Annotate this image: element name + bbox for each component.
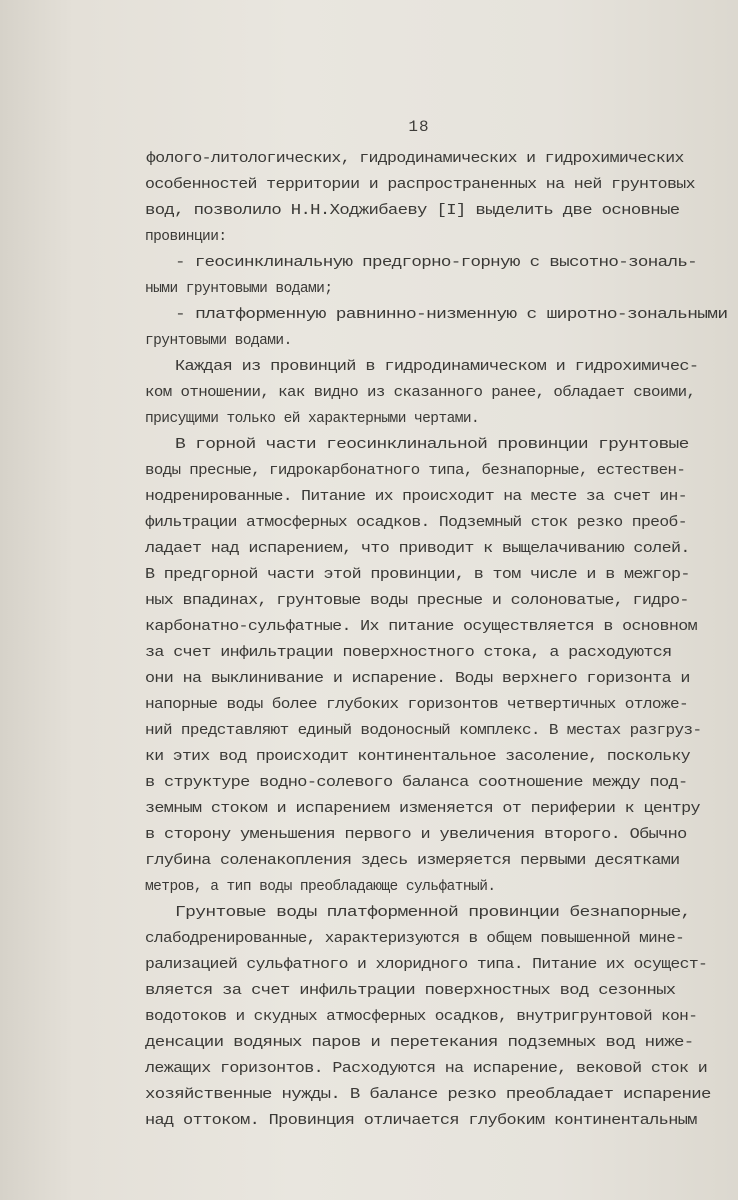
text-line: Грунтовые воды платформенной провинции безнапорные, <box>175 905 691 921</box>
text-line: вод, позволило Н.Н.Ходжибаеву [I] выделить две основные <box>145 203 680 219</box>
text-line: напорные воды более глубоких горизонтов четвертичных отложе- <box>145 697 689 713</box>
text-line: денсации водяных паров и перетекания подземных вод ниже- <box>145 1035 694 1051</box>
text-line: воды пресные, гидрокарбонатного типа, безнапорные, естествен- <box>145 463 686 479</box>
text-line: - геосинклинальную предгорно-горную с высотно-зональ- <box>175 255 698 271</box>
text-line: в структуре водно-солевого баланса соотношение между под- <box>145 775 688 791</box>
text-line: грунтовыми водами. <box>145 333 292 349</box>
text-line: провинции: <box>145 229 227 245</box>
page-number: 18 <box>408 118 430 136</box>
text-line: ком отношении, как видно из сказанного ранее, обладает своими, <box>145 385 696 401</box>
text-line: нодренированные. Питание их происходит на месте за счет ин- <box>145 489 687 505</box>
text-line: ладает над испарением, что приводит к выщелачиванию солей. <box>145 541 690 557</box>
text-line: ных впадинах, грунтовые воды пресные и солоноватые, гидро- <box>145 593 689 609</box>
text-line: ний представляют единый водоносный комплекс. В местах разгруз- <box>145 723 702 739</box>
text-line: рализацией сульфатного и хлоридного типа. Питание их осущест- <box>145 957 708 973</box>
text-line: глубина соленакопления здесь измеряется первыми десятками <box>145 853 680 869</box>
text-line: фолого-литологических, гидродинамических и гидрохимических <box>146 151 684 167</box>
text-line: ки этих вод происходит континентальное засоление, поскольку <box>145 749 690 765</box>
text-line: земным стоком и испарением изменяется от периферии к центру <box>145 801 700 817</box>
text-line: присущими только ей характерными чертами. <box>145 411 480 427</box>
text-line: карбонатно-сульфатные. Их питание осуществляется в основном <box>145 619 697 635</box>
text-line: вляется за счет инфильтрации поверхностных вод сезонных <box>145 983 676 999</box>
text-line: лежащих горизонтов. Расходуются на испарение, вековой сток и <box>145 1061 708 1077</box>
text-line: в сторону уменьшения первого и увеличения второго. Обычно <box>145 827 687 843</box>
text-line: фильтрации атмосферных осадков. Подземный сток резко преоб- <box>145 515 687 531</box>
text-line: над оттоком. Провинция отличается глубоким континентальным <box>145 1113 697 1129</box>
text-line: они на выклинивание и испарение. Воды верхнего горизонта и <box>145 671 690 687</box>
text-line: - платформенную равнинно-низменную с широтно-зональными <box>175 307 728 323</box>
text-line: В горной части геосинклинальной провинции грунтовые <box>175 437 689 453</box>
text-line: хозяйственные нужды. В балансе резко преобладает испарение <box>145 1087 711 1103</box>
text-line: слабодренированные, характеризуются в общем повышенной мине- <box>145 931 685 947</box>
text-line: особенностей территории и распространенных на ней грунтовых <box>145 177 695 193</box>
text-line: ными грунтовыми водами; <box>145 281 333 297</box>
text-line: В предгорной части этой провинции, в том числе и в межгор- <box>145 567 690 583</box>
text-line: водотоков и скудных атмосферных осадков, внутригрунтовой кон- <box>145 1009 698 1025</box>
text-line: за счет инфильтрации поверхностного стока, а расходуются <box>145 645 672 661</box>
text-line: Каждая из провинций в гидродинамическом и гидрохимичес- <box>175 359 699 375</box>
text-line: метров, а тип воды преобладающе сульфатный. <box>145 879 496 895</box>
